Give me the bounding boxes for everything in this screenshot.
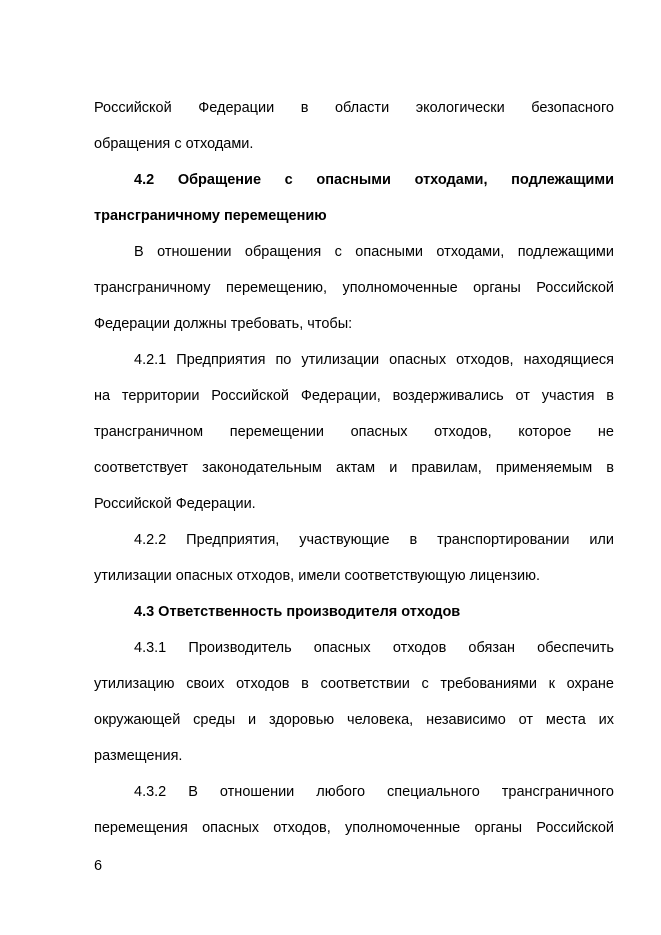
section-heading: трансграничному перемещению	[94, 208, 327, 224]
text-line: 4.3.1 Производитель опасных отходов обязан обеспечить	[134, 640, 614, 656]
text-line: 4.3.2 В отношении любого специального трансграничного	[134, 784, 614, 800]
text-line: утилизации опасных отходов, имели соответствующую лицензию.	[94, 568, 541, 584]
section-heading: 4.3 Ответственность производителя отходов	[134, 604, 461, 620]
text-line: на территории Российской Федерации, воздерживались от участия в	[94, 388, 614, 404]
text-line: В отношении обращения с опасными отходами, подлежащими	[134, 244, 614, 260]
text-line: обращения с отходами.	[94, 136, 254, 152]
text-line: трансграничному перемещению, уполномоченные органы Российской	[94, 280, 614, 296]
text-line: 4.2.2 Предприятия, участвующие в транспортировании или	[134, 532, 614, 548]
text-line: окружающей среды и здоровью человека, независимо от места их	[94, 712, 614, 728]
text-line: Российской Федерации.	[94, 496, 256, 512]
text-line: 4.2.1 Предприятия по утилизации опасных отходов, находящиеся	[134, 352, 614, 368]
text-line: перемещения опасных отходов, уполномоченные органы Российской	[94, 820, 614, 836]
text-line: размещения.	[94, 748, 183, 764]
text-line: Федерации должны требовать, чтобы:	[94, 316, 353, 332]
text-line: Российской Федерации в области экологически безопасного	[94, 100, 614, 116]
text-line: соответствует законодательным актам и правилам, применяемым в	[94, 460, 614, 476]
text-line: утилизацию своих отходов в соответствии с требованиями к охране	[94, 676, 614, 692]
page-number: 6	[94, 858, 103, 874]
text-line: трансграничном перемещении опасных отходов, которое не	[94, 424, 614, 440]
section-heading: 4.2 Обращение с опасными отходами, подлежащими	[134, 172, 614, 188]
